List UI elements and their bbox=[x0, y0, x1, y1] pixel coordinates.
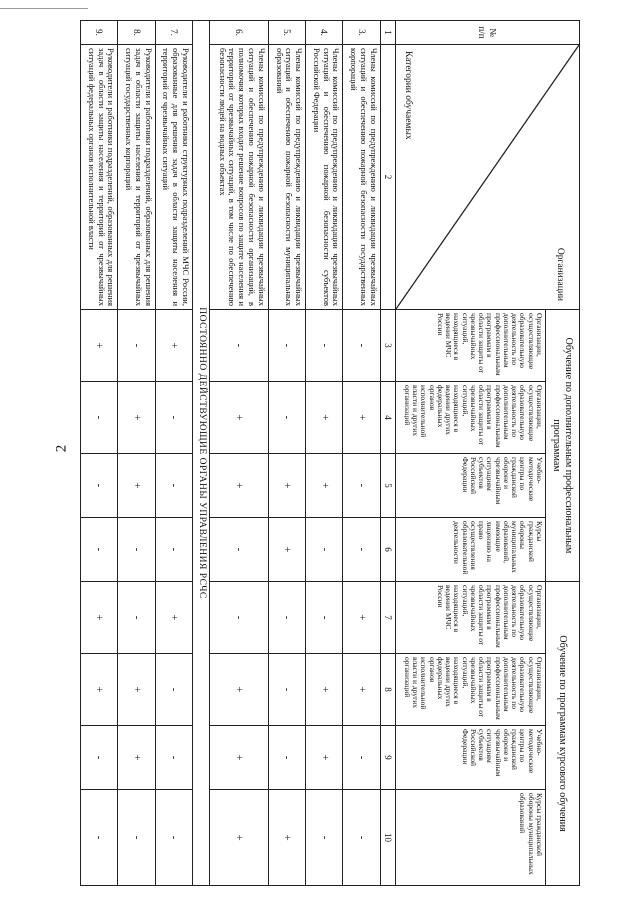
header-column: Организации, осуществляющие образовательную деятельность по дополнительным профессиональным программам в области защиты от чрезвычайных ситуаций, находящиеся в ведении других федеральных органов исполнительной власти и других организаций bbox=[396, 654, 546, 726]
row-mark-cell: - bbox=[118, 790, 155, 886]
row-mark-cell: - bbox=[268, 310, 305, 382]
row-mark-cell: + bbox=[118, 654, 155, 726]
header-diagonal-cell bbox=[396, 45, 580, 310]
column-number: 8 bbox=[380, 654, 395, 726]
row-mark-cell: - bbox=[81, 454, 118, 518]
row-mark-cell: - bbox=[155, 518, 192, 582]
row-number: 9. bbox=[81, 21, 118, 45]
column-number: 3 bbox=[380, 310, 395, 382]
row-mark-cell: - bbox=[81, 726, 118, 790]
row-mark-cell: + bbox=[268, 790, 305, 886]
row-mark-cell: - bbox=[306, 310, 343, 382]
row-category-name: Члены комиссий по предупреждению и ликвидации чрезвычайных ситуаций и обеспечению пожарной безопасности субъектов Российской Федерации bbox=[306, 45, 343, 310]
row-mark-cell: - bbox=[343, 310, 380, 382]
row-category-name: Руководители и работники подразделений, образованных для решения задач в области защиты населения и территорий от чрезвычайных ситуаций федеральных органов исполнительной власти bbox=[81, 45, 118, 310]
row-mark-cell: + bbox=[343, 654, 380, 726]
row-category-name: Руководители и работники подразделений, образованных для решения задач в области защиты населения и территорий от чрезвычайных ситуаций государственных корпораций bbox=[118, 45, 155, 310]
header-column: Организации, осуществляющие образовательную деятельность по дополнительным профессиональным программам в области защиты от чрезвычайных ситуаций, находящиеся в ведении МЧС России bbox=[396, 310, 546, 382]
row-mark-cell: + bbox=[306, 382, 343, 454]
table-body-permanent bbox=[81, 21, 193, 886]
training-table bbox=[80, 20, 580, 886]
header-org-label: Организации bbox=[555, 247, 565, 301]
row-mark-cell: - bbox=[306, 518, 343, 582]
row-mark-cell: + bbox=[268, 454, 305, 518]
table-row bbox=[343, 21, 380, 886]
header-num: № п/п bbox=[396, 21, 580, 45]
table-row bbox=[81, 21, 118, 886]
row-mark-cell: + bbox=[155, 582, 192, 654]
header-column: Учебно-методические центры по гражданской обороне и чрезвычайным ситуациям субъектов Российской Федерации bbox=[396, 454, 546, 518]
row-mark-cell: + bbox=[118, 454, 155, 518]
column-number: 4 bbox=[380, 382, 395, 454]
row-mark-cell: + bbox=[210, 790, 269, 886]
header-category-label: Категории обучаемых bbox=[402, 51, 413, 140]
top-rule bbox=[0, 8, 88, 9]
section-title: ПОСТОЯННО ДЕЙСТВУЮЩИЕ ОРГАНЫ УПРАВЛЕНИЯ РСЧС bbox=[192, 21, 209, 886]
row-mark-cell: - bbox=[268, 726, 305, 790]
row-mark-cell: - bbox=[155, 454, 192, 518]
row-mark-cell: + bbox=[343, 582, 380, 654]
row-mark-cell: + bbox=[81, 310, 118, 382]
row-mark-cell: - bbox=[81, 382, 118, 454]
row-number: 5. bbox=[268, 21, 305, 45]
table-body-commissions bbox=[210, 21, 380, 886]
column-number: 9 bbox=[380, 726, 395, 790]
row-mark-cell: - bbox=[343, 454, 380, 518]
row-mark-cell: - bbox=[210, 310, 269, 382]
table-row bbox=[306, 21, 343, 886]
row-mark-cell: - bbox=[306, 582, 343, 654]
row-mark-cell: - bbox=[268, 382, 305, 454]
column-number: 5 bbox=[380, 454, 395, 518]
row-mark-cell: - bbox=[268, 582, 305, 654]
row-mark-cell: - bbox=[210, 518, 269, 582]
row-mark-cell: + bbox=[210, 726, 269, 790]
table-row bbox=[210, 21, 269, 886]
column-number: 2 bbox=[380, 45, 395, 310]
table-row bbox=[118, 21, 155, 886]
row-mark-cell: + bbox=[118, 382, 155, 454]
column-number: 10 bbox=[380, 790, 395, 886]
row-mark-cell: - bbox=[343, 726, 380, 790]
row-category-name: Члены комиссий по предупреждению и ликвидации чрезвычайных ситуаций и обеспечению пожарной безопасности государственных корпораций bbox=[343, 45, 380, 310]
header-column: Организации, осуществляющие образовательную деятельность по дополнительным профессиональным программам в области защиты от чрезвычайных ситуаций, находящиеся в ведении МЧС России bbox=[396, 582, 546, 654]
header-group-dop: Обучение по дополнительным профессиональным программам bbox=[546, 310, 580, 582]
row-mark-cell: - bbox=[155, 654, 192, 726]
row-mark-cell: + bbox=[155, 310, 192, 382]
row-number: 4. bbox=[306, 21, 343, 45]
row-mark-cell: + bbox=[118, 726, 155, 790]
row-mark-cell: + bbox=[306, 454, 343, 518]
header-column: Курсы гражданской обороны муниципальных образований bbox=[396, 790, 546, 886]
row-mark-cell: + bbox=[210, 454, 269, 518]
row-mark-cell: + bbox=[268, 518, 305, 582]
table-row bbox=[155, 21, 192, 886]
header-column: Учебно-методические центры по гражданской обороне и чрезвычайным ситуациям субъектов Российской Федерации bbox=[396, 726, 546, 790]
row-mark-cell: - bbox=[155, 790, 192, 886]
row-mark-cell: - bbox=[118, 310, 155, 382]
row-mark-cell: + bbox=[81, 582, 118, 654]
row-mark-cell: + bbox=[306, 654, 343, 726]
header-group-kurs: Обучение по программам курсового обучения bbox=[546, 582, 580, 886]
row-mark-cell: - bbox=[306, 790, 343, 886]
row-mark-cell: - bbox=[155, 726, 192, 790]
row-mark-cell: + bbox=[210, 654, 269, 726]
header-column: Курсы гражданской обороны муниципальных образований, имеющие лицензию на право осуществления образовательной деятельности bbox=[396, 518, 546, 582]
diagonal-line bbox=[396, 45, 579, 309]
column-number: 6 bbox=[380, 518, 395, 582]
row-mark-cell: - bbox=[268, 654, 305, 726]
row-number: 6. bbox=[210, 21, 269, 45]
row-mark-cell: - bbox=[118, 582, 155, 654]
row-mark-cell: - bbox=[210, 582, 269, 654]
row-mark-cell: - bbox=[81, 518, 118, 582]
row-category-name: Руководители и работники структурных подразделений МЧС России, образованные для решения задач в области защиты населения и территорий от чрезвычайных ситуаций bbox=[155, 45, 192, 310]
row-mark-cell: - bbox=[155, 382, 192, 454]
column-number: 7 bbox=[380, 582, 395, 654]
row-category-name: Члены комиссий по предупреждению и ликвидации чрезвычайных ситуаций и обеспечению пожарной безопасности муниципальных образований bbox=[268, 45, 305, 310]
row-mark-cell: + bbox=[81, 654, 118, 726]
row-number: 8. bbox=[118, 21, 155, 45]
rotated-table-wrapper bbox=[80, 20, 580, 885]
row-mark-cell: + bbox=[210, 382, 269, 454]
page-number: 2 bbox=[53, 444, 70, 453]
row-mark-cell: - bbox=[343, 790, 380, 886]
table-section bbox=[192, 21, 209, 886]
row-mark-cell: + bbox=[306, 726, 343, 790]
row-category-name: Члены комиссий по предупреждению и ликвидации чрезвычайных ситуаций и обеспечению пожарной безопасности организаций, в полномочия которых входит решение вопросов по защите населения и территорий от чрезвычайных ситуаций, в том числе по обеспечению безопасности людей на водных объектах bbox=[210, 45, 269, 310]
row-mark-cell: - bbox=[118, 518, 155, 582]
column-number: 1 bbox=[380, 21, 395, 45]
row-number: 7. bbox=[155, 21, 192, 45]
row-mark-cell: - bbox=[343, 518, 380, 582]
row-mark-cell: + bbox=[343, 382, 380, 454]
row-mark-cell: - bbox=[81, 790, 118, 886]
row-number: 3. bbox=[343, 21, 380, 45]
table-row bbox=[268, 21, 305, 886]
header-column: Организации, осуществляющие образовательную деятельность по дополнительным профессиональным программам в области защиты от чрезвычайных ситуаций, находящиеся в ведении других федеральных органов исполнительной власти и других организаций bbox=[396, 382, 546, 454]
